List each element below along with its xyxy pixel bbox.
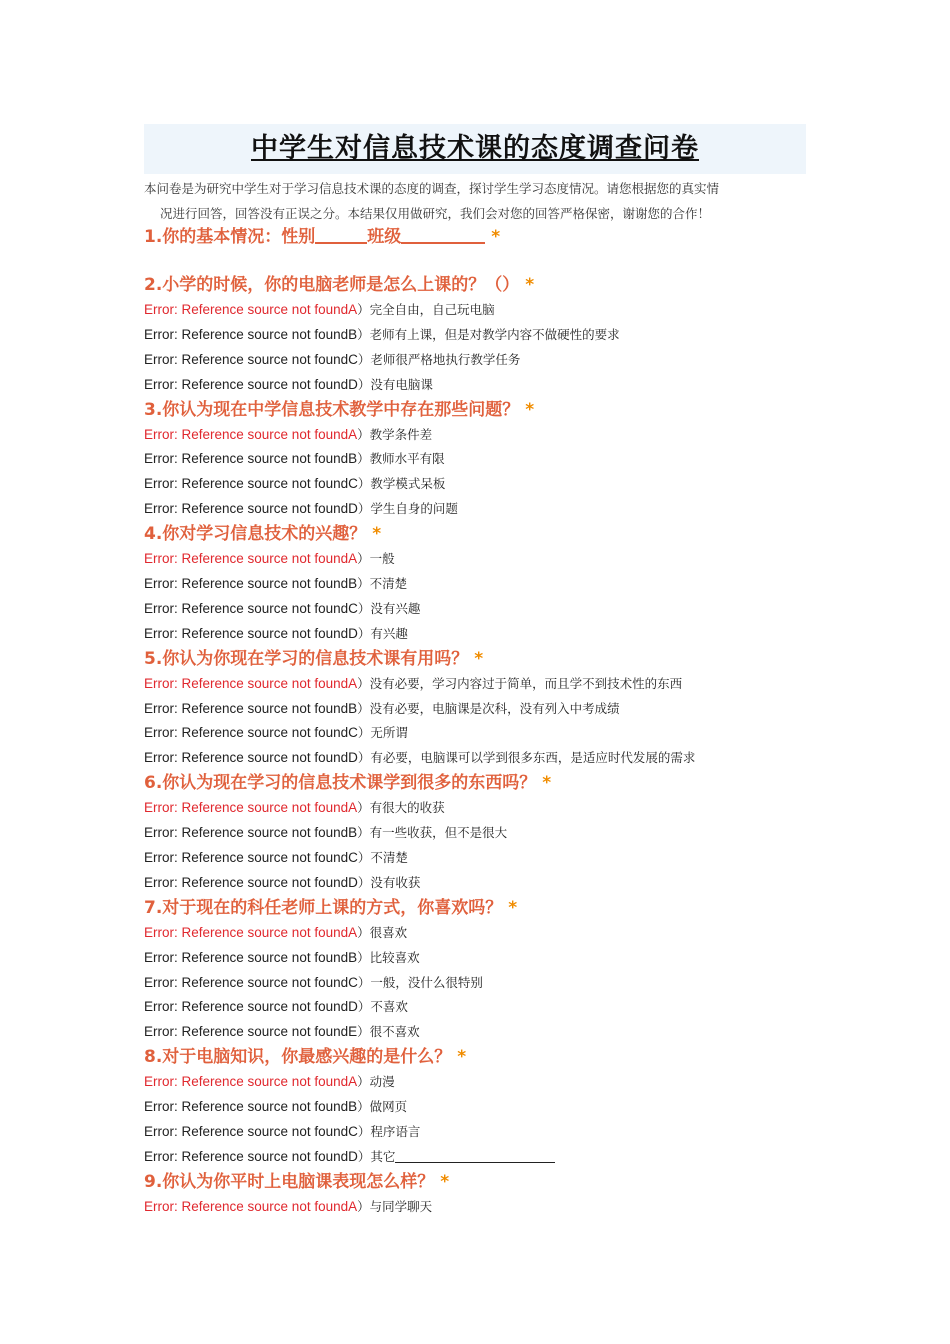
option-text: ）没有电脑课: [357, 376, 433, 392]
option-c[interactable]: [144, 348, 814, 373]
required-star: *: [457, 1047, 467, 1068]
required-star: *: [440, 1171, 450, 1192]
question-3: [144, 398, 814, 423]
option-letter: A: [348, 924, 358, 940]
option-text: ）没有兴趣: [357, 600, 421, 616]
option-letter: A: [348, 1074, 358, 1090]
required-star: *: [508, 897, 518, 918]
reference-error-text: Error: Reference source not found: [144, 1024, 349, 1040]
required-star: *: [372, 524, 382, 545]
option-letter: B: [348, 700, 358, 716]
option-text: ）没有必要，电脑课是次科，没有列入中考成绩: [357, 700, 620, 716]
reference-error-text: Error: Reference source not found: [144, 501, 349, 517]
question-title: 2.小学的时候，你的电脑老师是怎么上课的？（）: [144, 275, 520, 295]
option-b[interactable]: [144, 821, 814, 846]
reference-error-text: Error: Reference source not found: [144, 1099, 349, 1115]
option-letter: A: [348, 551, 358, 567]
option-letter: D: [348, 874, 358, 890]
option-text: ）不清楚: [357, 850, 408, 866]
option-c[interactable]: [144, 971, 814, 996]
option-text: ）无所谓: [357, 725, 408, 741]
reference-error-text: Error: Reference source not found: [144, 700, 349, 716]
option-d[interactable]: [144, 871, 814, 896]
option-text: ）很喜欢: [357, 924, 408, 940]
question-title: 8.对于电脑知识，你最感兴趣的是什么？: [144, 1047, 452, 1068]
gender-blank[interactable]: [315, 224, 367, 244]
option-b[interactable]: [144, 447, 814, 472]
reference-error-text: Error: Reference source not found: [144, 850, 349, 866]
reference-error-text: Error: Reference source not found: [144, 1148, 349, 1164]
question-1: [144, 224, 814, 249]
option-text: ）完全自由，自己玩电脑: [357, 302, 495, 317]
question-9: [144, 1170, 814, 1195]
option-d[interactable]: [144, 746, 814, 771]
reference-error-text: Error: Reference source not found: [144, 476, 349, 492]
option-d[interactable]: [144, 1145, 814, 1170]
option-text: ）比较喜欢: [357, 949, 420, 965]
other-fill-blank[interactable]: [395, 1148, 555, 1163]
option-a[interactable]: [144, 796, 814, 821]
question-7: [144, 896, 814, 921]
option-text: ）做网页: [357, 1099, 408, 1115]
question-title: 9.你认为你平时上电脑课表现怎么样？: [144, 1171, 435, 1192]
reference-error-text: Error: Reference source not found: [144, 326, 349, 342]
option-c[interactable]: [144, 721, 814, 746]
question-1-label-class: 班级: [367, 227, 402, 247]
option-text: ）与同学聊天: [357, 1198, 433, 1214]
option-text: ）没有必要，学习内容过于简单，而且学不到技术性的东西: [357, 675, 683, 691]
question-2: [144, 273, 814, 298]
reference-error-text: Error: Reference source not found: [144, 924, 349, 940]
question-title: 6.你认为现在学习的信息技术课学到很多的东西吗？: [144, 773, 537, 794]
option-letter: B: [348, 576, 358, 592]
reference-error-text: Error: Reference source not found: [144, 1074, 349, 1090]
option-a[interactable]: [144, 298, 814, 323]
option-text: ）程序语言: [357, 1124, 421, 1140]
reference-error-text: Error: Reference source not found: [144, 625, 349, 641]
option-text: ）不喜欢: [357, 999, 408, 1015]
required-star: *: [491, 227, 501, 247]
option-text: ）很不喜欢: [357, 1024, 420, 1040]
option-d[interactable]: [144, 497, 814, 522]
reference-error-text: Error: Reference source not found: [144, 825, 349, 841]
option-text: ）有一些收获，但不是很大: [357, 825, 508, 841]
reference-error-text: Error: Reference source not found: [144, 376, 349, 392]
intro-line-2: 况进行回答，回答没有正误之分。本结果仅用做研究，我们会对您的回答严格保密，谢谢您的合作！: [160, 206, 711, 221]
option-letter: A: [348, 1198, 358, 1214]
option-letter: A: [348, 302, 358, 317]
option-b[interactable]: [144, 572, 814, 597]
question-8: [144, 1045, 814, 1070]
option-letter: D: [348, 999, 358, 1015]
intro-paragraph: [144, 176, 810, 226]
option-letter: C: [348, 725, 358, 741]
option-a[interactable]: [144, 423, 814, 448]
question-1-label-gender: 1.你的基本情况：性别: [144, 227, 316, 247]
option-letter: B: [348, 451, 358, 467]
option-text: ）有必要，电脑课可以学到很多东西，是适应时代发展的需求: [357, 750, 696, 766]
option-letter: B: [348, 825, 358, 841]
reference-error-text: Error: Reference source not found: [144, 426, 349, 442]
option-a[interactable]: [144, 1070, 814, 1095]
option-text: ）有很大的收获: [357, 800, 445, 816]
option-letter: D: [348, 625, 358, 641]
option-text: ）老师很严格地执行教学任务: [357, 351, 521, 367]
option-letter: C: [348, 974, 358, 990]
question-list: [144, 224, 814, 1220]
option-text: ）一般，没什么很特别: [357, 974, 483, 990]
required-star: *: [542, 773, 552, 794]
option-letter: C: [348, 600, 358, 616]
reference-error-text: Error: Reference source not found: [144, 576, 349, 592]
reference-error-text: Error: Reference source not found: [144, 999, 349, 1015]
question-5: [144, 647, 814, 672]
option-e[interactable]: [144, 1020, 814, 1045]
option-b[interactable]: [144, 323, 814, 348]
option-a[interactable]: [144, 1195, 814, 1220]
option-text: ）其它: [357, 1148, 396, 1164]
page-title: 中学生对信息技术课的态度调查问卷: [251, 133, 699, 164]
option-text: ）教学模式呆板: [357, 476, 446, 492]
reference-error-text: Error: Reference source not found: [144, 302, 349, 317]
option-letter: A: [348, 426, 358, 442]
option-letter: A: [348, 675, 358, 691]
intro-line-1: 本问卷是为研究中学生对于学习信息技术课的态度的调查，探讨学生学习态度情况。请您根据您的真实情: [144, 181, 720, 196]
option-letter: C: [348, 850, 358, 866]
option-letter: B: [348, 326, 358, 342]
required-star: *: [525, 399, 535, 420]
reference-error-text: Error: Reference source not found: [144, 551, 349, 567]
question-title: 5.你认为你现在学习的信息技术课有用吗？: [144, 648, 469, 669]
class-blank[interactable]: [401, 224, 485, 244]
option-c[interactable]: [144, 846, 814, 871]
reference-error-text: Error: Reference source not found: [144, 725, 349, 741]
spacer: [144, 249, 814, 273]
reference-error-text: Error: Reference source not found: [144, 949, 349, 965]
option-text: ）教师水平有限: [357, 451, 445, 467]
option-text: ）一般: [357, 551, 395, 567]
reference-error-text: Error: Reference source not found: [144, 874, 349, 890]
required-star: *: [525, 275, 535, 295]
option-c[interactable]: [144, 597, 814, 622]
option-letter: D: [348, 1148, 358, 1164]
option-letter: E: [348, 1024, 358, 1040]
reference-error-text: Error: Reference source not found: [144, 451, 349, 467]
reference-error-text: Error: Reference source not found: [144, 600, 349, 616]
option-text: ）动漫: [357, 1074, 395, 1090]
reference-error-text: Error: Reference source not found: [144, 1124, 349, 1140]
question-title: 4.你对学习信息技术的兴趣？: [144, 524, 367, 545]
reference-error-text: Error: Reference source not found: [144, 800, 349, 816]
option-letter: D: [348, 750, 358, 766]
option-text: ）没有收获: [357, 874, 421, 890]
option-a[interactable]: [144, 672, 814, 697]
option-letter: C: [348, 1124, 358, 1140]
option-c[interactable]: [144, 1120, 814, 1145]
reference-error-text: Error: Reference source not found: [144, 974, 349, 990]
reference-error-text: Error: Reference source not found: [144, 750, 349, 766]
reference-error-text: Error: Reference source not found: [144, 1198, 349, 1214]
option-c[interactable]: [144, 472, 814, 497]
required-star: *: [474, 648, 484, 669]
option-b[interactable]: [144, 946, 814, 971]
option-a[interactable]: [144, 921, 814, 946]
option-letter: D: [348, 501, 358, 517]
option-letter: C: [348, 476, 358, 492]
question-title: 3.你认为现在中学信息技术教学中存在那些问题？: [144, 399, 520, 420]
question-title: 7.对于现在的科任老师上课的方式，你喜欢吗？: [144, 897, 503, 918]
question-4: [144, 522, 814, 547]
option-d[interactable]: [144, 995, 814, 1020]
reference-error-text: Error: Reference source not found: [144, 675, 349, 691]
option-letter: B: [348, 1099, 358, 1115]
option-text: ）有兴趣: [357, 625, 408, 641]
option-text: ）不清楚: [357, 576, 408, 592]
option-letter: A: [348, 800, 358, 816]
option-d[interactable]: [144, 373, 814, 398]
option-letter: D: [348, 376, 358, 392]
option-letter: B: [348, 949, 358, 965]
question-6: [144, 771, 814, 796]
option-a[interactable]: [144, 547, 814, 572]
option-text: ）教学条件差: [357, 426, 433, 442]
option-b[interactable]: [144, 1095, 814, 1120]
option-d[interactable]: [144, 622, 814, 647]
option-b[interactable]: [144, 697, 814, 722]
option-letter: C: [348, 351, 358, 367]
reference-error-text: Error: Reference source not found: [144, 351, 349, 367]
option-text: ）老师有上课，但是对教学内容不做硬性的要求: [357, 326, 620, 342]
option-text: ）学生自身的问题: [357, 501, 458, 517]
